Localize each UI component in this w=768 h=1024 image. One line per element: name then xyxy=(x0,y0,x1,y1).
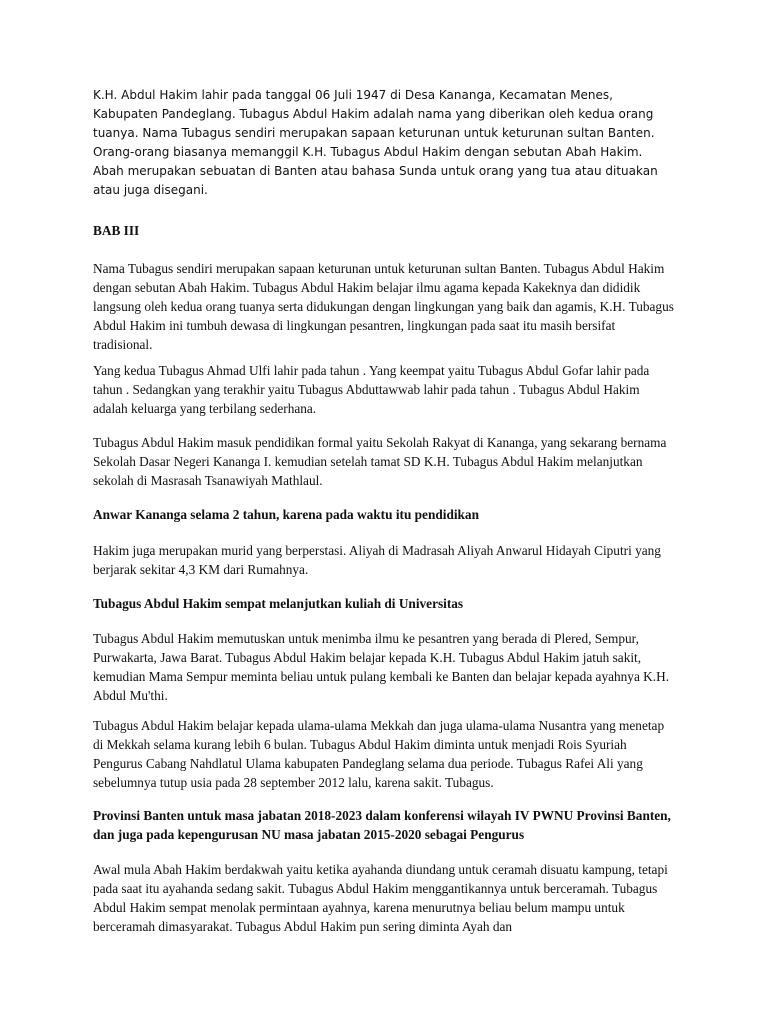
paragraph-2: Yang kedua Tubagus Ahmad Ulfi lahir pada tahun . Yang keempat yaitu Tubagus Abdul Gofar lahir pada tahun . Sedangkan yang terakhir yaitu Tubagus Abduttawwab lahir pada tahun . Tubagus Abdul Hakim adalah keluarga yang terbilang sederhana. xyxy=(93,363,650,416)
intro-paragraph: K.H. Abdul Hakim lahir pada tanggal 06 Juli 1947 di Desa Kananga, Kecamatan Menes, Kabupaten Pandeglang. Tubagus Abdul Hakim adalah nama yang diberikan oleh kedua orang tuanya. Nama Tubagus sendiri merupakan sapaan keturunan untuk keturunan sultan Banten. Orang-orang biasanya memanggil K.H. Tubagus Abdul Hakim dengan sebutan Abah Hakim. Abah merupakan sebuatan di Banten atau bahasa Sunda untuk orang yang tua atau dituakan atau juga disegani. xyxy=(93,88,658,197)
chapter-title: BAB III xyxy=(93,223,140,238)
paragraph-1: Nama Tubagus sendiri merupakan sapaan keturunan untuk keturunan sultan Banten. Tubagus Abdul Hakim dengan sebutan Abah Hakim. Tubagus Abdul Hakim belajar ilmu agama kepada Kakeknya dan dididik langsung oleh kedua orang tuanya serta didukungan dengan lingkungan yang baik dan agamis, K.H. Tubagus Abdul Hakim ini tumbuh dewasa di lingkungan pesantren, lingkungan pada saat itu masih bersifat tradisional. xyxy=(93,261,674,352)
paragraph-5: Tubagus Abdul Hakim memutuskan untuk menimba ilmu ke pesantren yang berada di Plered, Sempur, Purwakarta, Jawa Barat. Tubagus Abdul Hakim belajar kepada K.H. Tubagus Abdul Hakim jatuh sakit, kemudian Mama Sempur meminta beliau untuk pulang kembali ke Banten dan belajar kepada ayahnya K.H. Abdul Mu'thi. xyxy=(93,631,670,703)
paragraph-6: Tubagus Abdul Hakim belajar kepada ulama-ulama Mekkah dan juga ulama-ulama Nusantra yang menetap di Mekkah selama kurang lebih 6 bulan. Tubagus Abdul Hakim diminta untuk menjadi Rois Syuriah Pengurus Cabang Nahdlatul Ulama kabupaten Pandeglang selama dua periode. Tubagus Rafei Ali yang sebelumnya tutup usia pada 28 september 2012 lalu, karena sakit. Tubagus. xyxy=(93,718,665,790)
heading-2: Tubagus Abdul Hakim sempat melanjutkan kuliah di Universitas xyxy=(93,596,464,611)
heading-1: Anwar Kananga selama 2 tahun, karena pada waktu itu pendidikan xyxy=(93,507,479,522)
paragraph-7: Awal mula Abah Hakim berdakwah yaitu ketika ayahanda diundang untuk ceramah disuatu kampung, tetapi pada saat itu ayahanda sedang sakit. Tubagus Abdul Hakim menggantikannya untuk berceramah. Tubagus Abdul Hakim sempat menolak permintaan ayahnya, karena menurutnya beliau belum mampu untuk berceramah dimasyarakat. Tubagus Abdul Hakim pun sering diminta Ayah dan xyxy=(93,862,668,934)
paragraph-4: Hakim juga merupakan murid yang berperstasi. Aliyah di Madrasah Aliyah Anwarul Hidayah Ciputri yang berjarak sekitar 4,3 KM dari Rumahnya. xyxy=(93,543,661,577)
paragraph-3: Tubagus Abdul Hakim masuk pendidikan formal yaitu Sekolah Rakyat di Kananga, yang sekarang bernama Sekolah Dasar Negeri Kananga I. kemudian setelah tamat SD K.H. Tubagus Abdul Hakim melanjutkan sekolah di Masrasah Tsanawiyah Mathlaul. xyxy=(93,435,667,488)
heading-3: Provinsi Banten untuk masa jabatan 2018-2023 dalam konferensi wilayah IV PWNU Provinsi Banten, dan juga pada kepengurusan NU masa jabatan 2015-2020 sebagai Pengurus xyxy=(93,808,671,842)
